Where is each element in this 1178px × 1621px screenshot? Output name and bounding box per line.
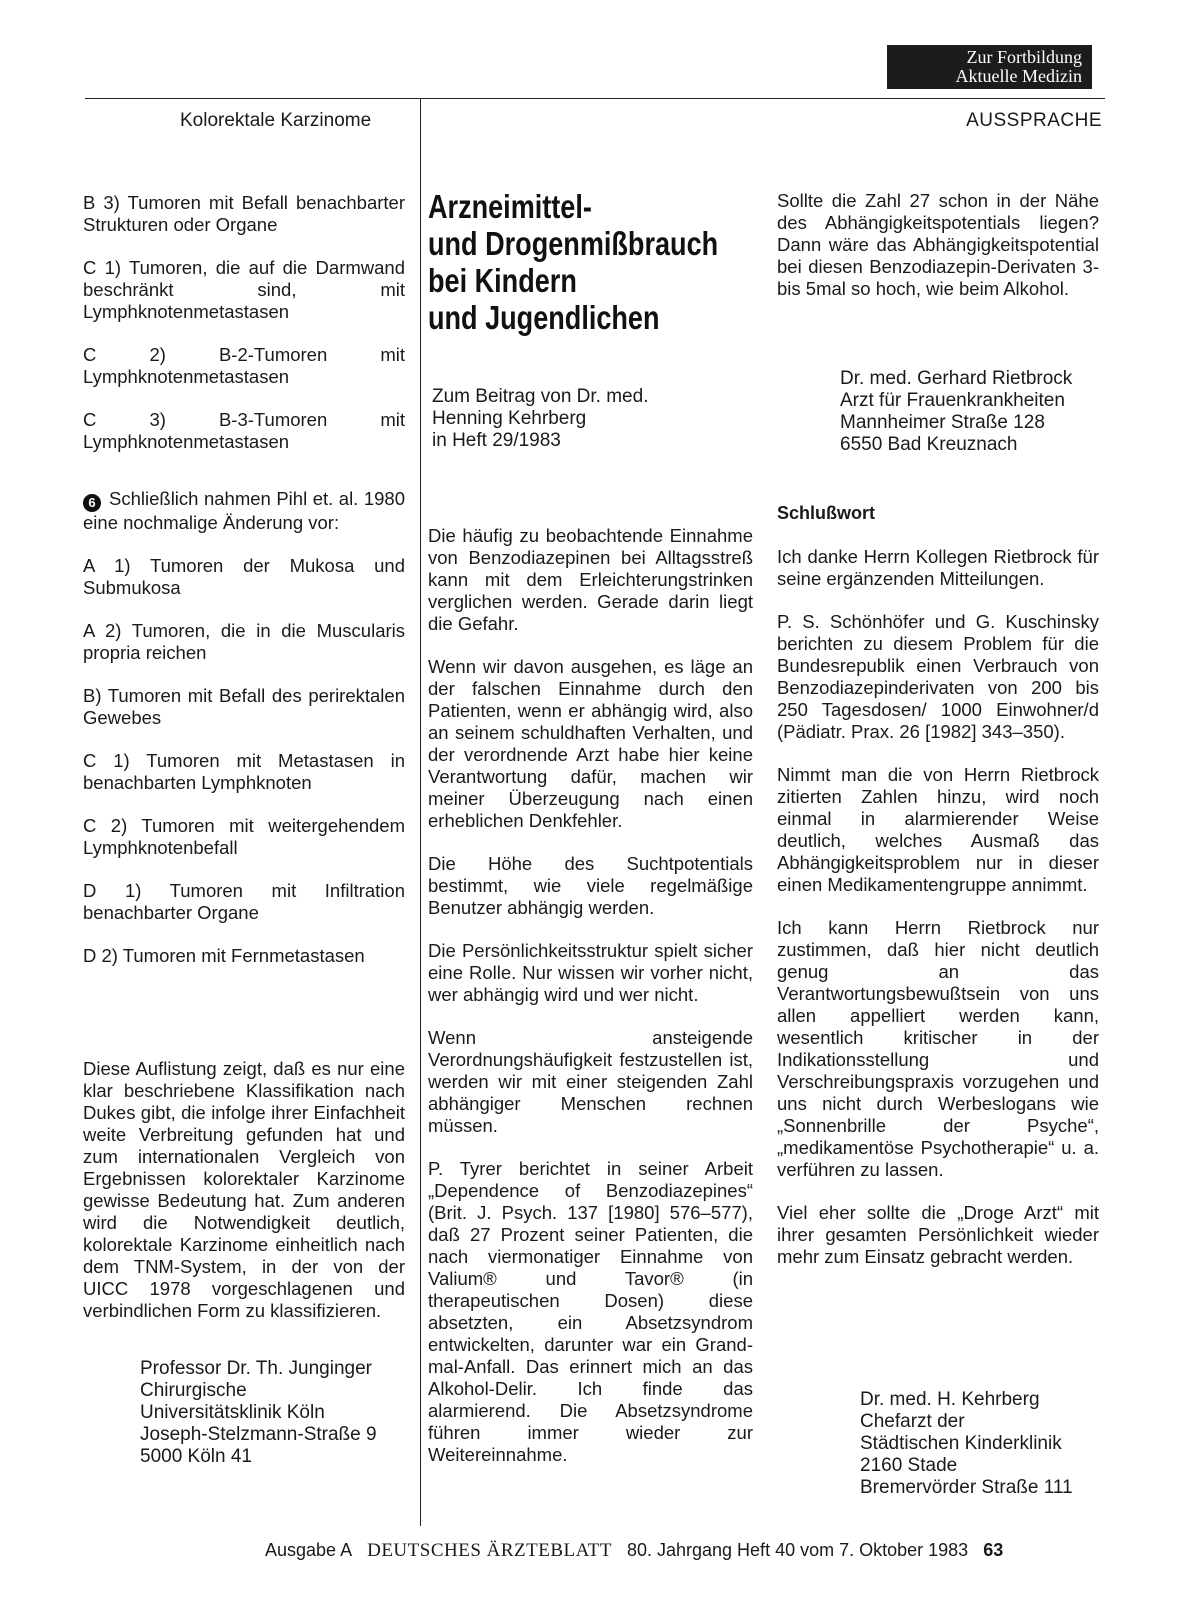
list-item: A 1) Tumoren der Mukosa und Submukosa (83, 555, 405, 598)
footer-issue: 80. Jahrgang Heft 40 vom 7. Oktober 1983 (626, 1540, 969, 1560)
paragraph: Wenn ansteigende Verordnungshäufigkeit festzustellen ist, werden wir mit einer steigenden Zahl abhängiger Menschen rechnen müssen. (428, 1027, 753, 1136)
address-line: Professor Dr. Th. Junginger (140, 1358, 372, 1379)
paragraph: Die Höhe des Suchtpotentials bestimmt, wie viele regelmäßige Benutzer abhängig werden. (428, 853, 753, 918)
address-line: Chirurgische (140, 1380, 247, 1401)
article-subtitle (432, 386, 648, 452)
address-line: Arzt für Frauenkrankheiten (840, 390, 1065, 411)
classification-list-1 (83, 192, 405, 474)
paragraph: P. S. Schönhöfer und G. Kuschinsky berichten zu diesem Problem für die Bundesrepublik einen Verbrauch von Benzodiazepinderivaten von 200 bis 250 Tagesdosen/ 1000 Einwohner/d (Pädiatr. Prax. 26 [1982] 343–350). (777, 611, 1099, 742)
paragraph: Die Persönlichkeitsstruktur spielt sicher eine Rolle. Nur wissen wir vorher nicht, wer abhängig wird und wer nicht. (428, 940, 753, 1005)
author-address-3 (860, 1389, 1073, 1499)
paragraph: Nimmt man die von Herrn Rietbrock zitierten Zahlen hinzu, wird noch einmal in alarmierender Weise deutlich, welches Ausmaß das Abhängigkeitsproblem nur in dieser einen Medikamentengruppe annimmt. (777, 764, 1099, 895)
paragraph: Viel eher sollte die „Droge Arzt“ mit ihrer gesamten Persönlichkeit wieder mehr zum Einsatz gebracht werden. (777, 1202, 1099, 1267)
address-line: 6550 Bad Kreuznach (840, 434, 1018, 455)
footer-edition: Ausgabe A (265, 1540, 353, 1560)
column-divider (420, 98, 421, 1526)
paragraph: Die häufig zu beobachtende Einnahme von Benzodiazepinen bei Alltagsstreß kann mit dem Erleichterungstrinken verglichen werden. Gerade darin liegt die Gefahr. (428, 525, 753, 634)
list-item: D 1) Tumoren mit Infiltration benachbarter Organe (83, 880, 405, 923)
paragraph: Wenn wir davon ausgehen, es läge an der falschen Einnahme durch den Patienten, wenn er abhängig wird, also an seinem schuldhaften Verhalten, und der verordnende Arzt habe hier keine Verantwortung dafür, machen wir meiner Überzeugung nach einen erheblichen Denkfehler. (428, 656, 753, 831)
subtitle-line: Zum Beitrag von Dr. med. (432, 386, 649, 407)
list-item: B 3) Tumoren mit Befall benachbarter Strukturen oder Organe (83, 192, 405, 235)
article-title (428, 188, 756, 336)
address-line: Mannheimer Straße 128 (840, 412, 1045, 433)
reply-intro: Sollte die Zahl 27 schon in der Nähe des Abhängigkeitspotentials liegen? Dann wäre das Abhängigkeitspotential bei diesen Benzodiazepin-Derivaten 3- bis 5mal so hoch, wie beim Alkohol. (777, 190, 1099, 299)
list-item: B) Tumoren mit Befall des perirektalen Gewebes (83, 685, 405, 728)
title-line: Arzneimittel- (428, 188, 592, 225)
address-line: Dr. med. H. Kehrberg (860, 1389, 1040, 1410)
page-footer (265, 1540, 1003, 1562)
address-line: Dr. med. Gerhard Rietbrock (840, 368, 1073, 389)
list-intro (83, 488, 405, 534)
paragraph: Ich danke Herrn Kollegen Rietbrock für seine ergänzenden Mitteilungen. (777, 546, 1099, 589)
summary-paragraph: Diese Auflistung zeigt, daß es nur eine klar beschriebene Klassifikation nach Dukes gibt, die infolge ihrer Einfachheit weite Verbreitung gefunden hat und zum internationalen Vergleich von Ergebnissen kolorektaler Karzinome gewisse Bedeutung hat. Zum anderen wird die Notwendigkeit deutlich, kolorektale Karzinome einheitlich nach dem TNM-System, in der von der UICC 1978 vorgeschlagenen und verbindlichen Form zu klassifizieren. (83, 1058, 405, 1321)
list-item: D 2) Tumoren mit Fernmetastasen (83, 945, 365, 966)
header-rule (85, 98, 1105, 99)
address-line: Joseph-Stelzmann-Straße 9 (140, 1424, 377, 1445)
subtitle-line: in Heft 29/1983 (432, 430, 561, 451)
list-item: C 2) B-2-Tumoren mit Lymphknotenmetastasen (83, 344, 405, 387)
closing-heading: Schlußwort (777, 503, 875, 523)
badge-line-2: Aktuelle Medizin (955, 66, 1082, 86)
title-line: und Drogenmißbrauch (428, 225, 719, 262)
article-body (428, 525, 753, 1487)
section-title-right: AUSSPRACHE (966, 110, 1102, 131)
author-address-1 (140, 1358, 377, 1468)
address-line: Städtischen Kinderklinik (860, 1433, 1062, 1454)
address-line: Chefarzt der (860, 1411, 965, 1432)
footer-journal: DEUTSCHES ÄRZTEBLATT (367, 1540, 612, 1561)
address-line: Universitätsklinik Köln (140, 1402, 325, 1423)
numbered-bullet: 6 (83, 494, 101, 512)
paragraph: P. Tyrer berichtet in seiner Arbeit „Dependence of Benzodiazepines“ (Brit. J. Psych. 137 [1980] 576–577), daß 27 Prozent seiner Patienten, die nach viermonatiger Einnahme von Valium® und Tavor® (in therapeutischen Dosen) diese absetzten, ein Absetzsyndrom entwickelten, darunter war ein Grand-mal-Anfall. Das erinnert mich an das Alkohol-Delir. Ich finde das alarmierend. Die Absetzsyndrome führen immer wieder zur Weitereinnahme. (428, 1158, 753, 1465)
list-item: C 1) Tumoren, die auf die Darmwand beschränkt sind, mit Lymphknotenmetastasen (83, 257, 405, 322)
list-item: C 1) Tumoren mit Metastasen in benachbarten Lymphknoten (83, 750, 405, 793)
section-badge (887, 45, 1092, 89)
classification-list-2 (83, 488, 405, 988)
paragraph: Ich kann Herrn Rietbrock nur zustimmen, daß hier nicht deutlich genug an das Verantwortungsbewußtsein von uns allen appelliert werden kann, wesentlich kritischer in der Indikationsstellung und Verschreibungspraxis vorzugehen und uns nicht durch Werbeslogans wie „Sonnenbrille der Psyche“, „medikamentöse Psychotherapie“ u. a. verführen zu lassen. (777, 917, 1099, 1180)
title-line: und Jugendlichen (428, 299, 660, 336)
subtitle-line: Henning Kehrberg (432, 408, 587, 429)
section-title-left: Kolorektale Karzinome (180, 110, 372, 131)
address-line: 5000 Köln 41 (140, 1446, 252, 1467)
closing-body (777, 546, 1099, 1289)
badge-line-1: Zur Fortbildung (966, 47, 1082, 67)
author-address-2 (840, 368, 1072, 456)
address-line: 2160 Stade (860, 1455, 958, 1476)
address-line: Bremervörder Straße 111 (860, 1477, 1073, 1498)
list-item: A 2) Tumoren, die in die Muscularis propria reichen (83, 620, 405, 663)
title-line: bei Kindern (428, 262, 577, 299)
list-item: C 2) Tumoren mit weitergehendem Lymphknotenbefall (83, 815, 405, 858)
page-number: 63 (983, 1540, 1004, 1560)
intro-text: Schließlich nahmen Pihl et. al. 1980 eine nochmalige Änderung vor: (83, 488, 405, 533)
list-item: C 3) B-3-Tumoren mit Lymphknotenmetastasen (83, 409, 405, 452)
